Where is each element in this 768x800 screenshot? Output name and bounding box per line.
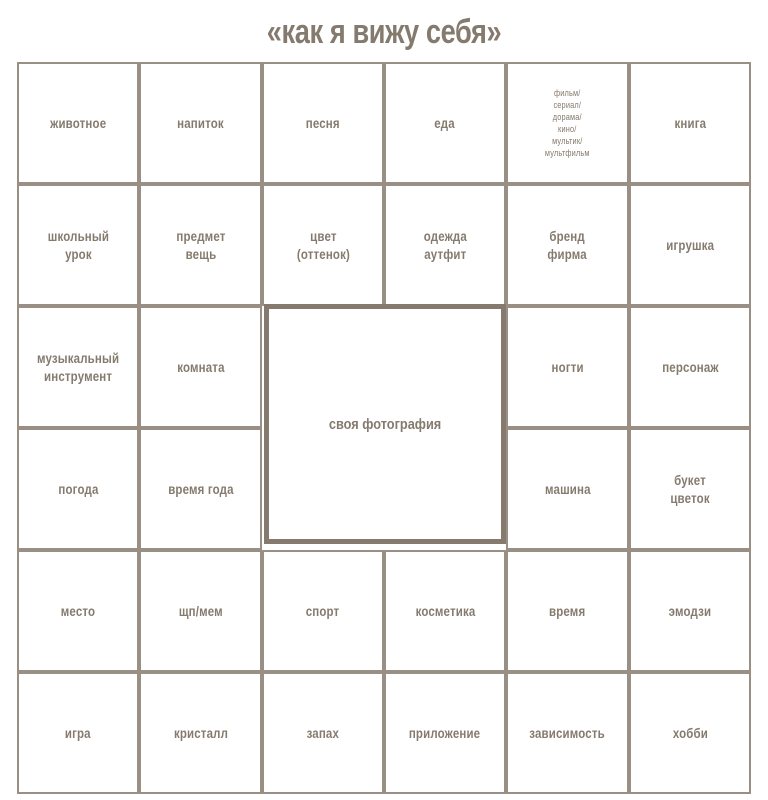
grid-cell-label: фильм/ сериал/ дорама/ кино/ мультик/ мультфильм (545, 88, 590, 158)
grid-cell-label: ногти (551, 359, 584, 375)
grid-cell-label: персонаж (661, 359, 719, 375)
grid-cell-r5-c5 (506, 550, 629, 672)
grid-cell-label: зависимость (529, 725, 606, 741)
grid-cell-r2-c5 (506, 184, 629, 306)
grid-cell-r2-c2 (139, 184, 262, 306)
grid-cell-r2-c1 (17, 184, 139, 306)
grid-cell-label: эмодзи (668, 603, 712, 619)
grid-cell-label: игра (65, 725, 91, 741)
grid-cell-label: место (60, 603, 96, 619)
grid-cell-label: животное (49, 115, 107, 131)
grid-cell-r1-c5 (506, 62, 629, 184)
grid-cell-label: время (549, 603, 586, 619)
grid-cell-r5-c2 (139, 550, 262, 672)
grid-cell-label: кристалл (173, 725, 228, 741)
grid-cell-label: машина (544, 481, 591, 497)
grid-cell-label: комната (176, 359, 225, 375)
grid-cell-r6-c4 (384, 672, 506, 794)
grid-cell-r6-c3 (262, 672, 384, 794)
grid-cell-r5-c1 (17, 550, 139, 672)
grid-cell-label: букет цветок (670, 472, 710, 506)
grid-cell-label: предмет вещь (175, 228, 226, 262)
grid-cell-r6-c5 (506, 672, 629, 794)
grid-cell-label: музыкальный инструмент (36, 350, 120, 384)
photo-cell-label: своя фотография (328, 415, 442, 433)
grid-cell-r1-c4 (384, 62, 506, 184)
grid-cell-r5-c4 (384, 550, 506, 672)
grid-cell-label: спорт (306, 603, 340, 619)
grid-cell-r3-c6 (629, 306, 751, 428)
grid-cell-r2-c6 (629, 184, 751, 306)
grid-cell-r4-c5 (506, 428, 629, 550)
grid-cell-r5-c6 (629, 550, 751, 672)
bingo-grid (17, 62, 751, 794)
grid-cell-label: хобби (672, 725, 708, 741)
grid-cell-r1-c1 (17, 62, 139, 184)
grid-cell-r2-c3 (262, 184, 384, 306)
grid-cell-r4-c1 (17, 428, 139, 550)
grid-cell-label: приложение (409, 725, 481, 741)
grid-cell-r4-c2 (139, 428, 262, 550)
grid-cell-label: время года (167, 481, 234, 497)
grid-cell-label: книга (674, 115, 706, 131)
page-title: «как я вижу себя» (266, 13, 502, 51)
photo-cell (264, 304, 506, 544)
grid-cell-r2-c4 (384, 184, 506, 306)
grid-cell-label: бренд фирма (547, 228, 588, 262)
grid-cell-r6-c6 (629, 672, 751, 794)
grid-cell-r3-c2 (139, 306, 262, 428)
grid-cell-r1-c3 (262, 62, 384, 184)
grid-cell-label: игрушка (666, 237, 714, 253)
grid-cell-label: косметика (415, 603, 475, 619)
grid-cell-label: напиток (177, 115, 224, 131)
grid-cell-label: школьный урок (47, 228, 109, 262)
grid-cell-r4-c6 (629, 428, 751, 550)
grid-cell-label: запах (306, 725, 340, 741)
grid-cell-r6-c1 (17, 672, 139, 794)
grid-cell-label: одежда аутфит (423, 228, 467, 262)
grid-cell-r1-c6 (629, 62, 751, 184)
grid-cell-r5-c3 (262, 550, 384, 672)
grid-cell-label: цвет (оттенок) (296, 228, 350, 262)
grid-cell-label: песня (305, 115, 341, 131)
grid-cell-label: погода (57, 481, 99, 497)
grid-cell-r1-c2 (139, 62, 262, 184)
grid-cell-label: еда (434, 115, 456, 131)
grid-cell-label: щп/мем (178, 603, 223, 619)
grid-cell-r3-c5 (506, 306, 629, 428)
grid-cell-r6-c2 (139, 672, 262, 794)
grid-cell-r3-c1 (17, 306, 139, 428)
